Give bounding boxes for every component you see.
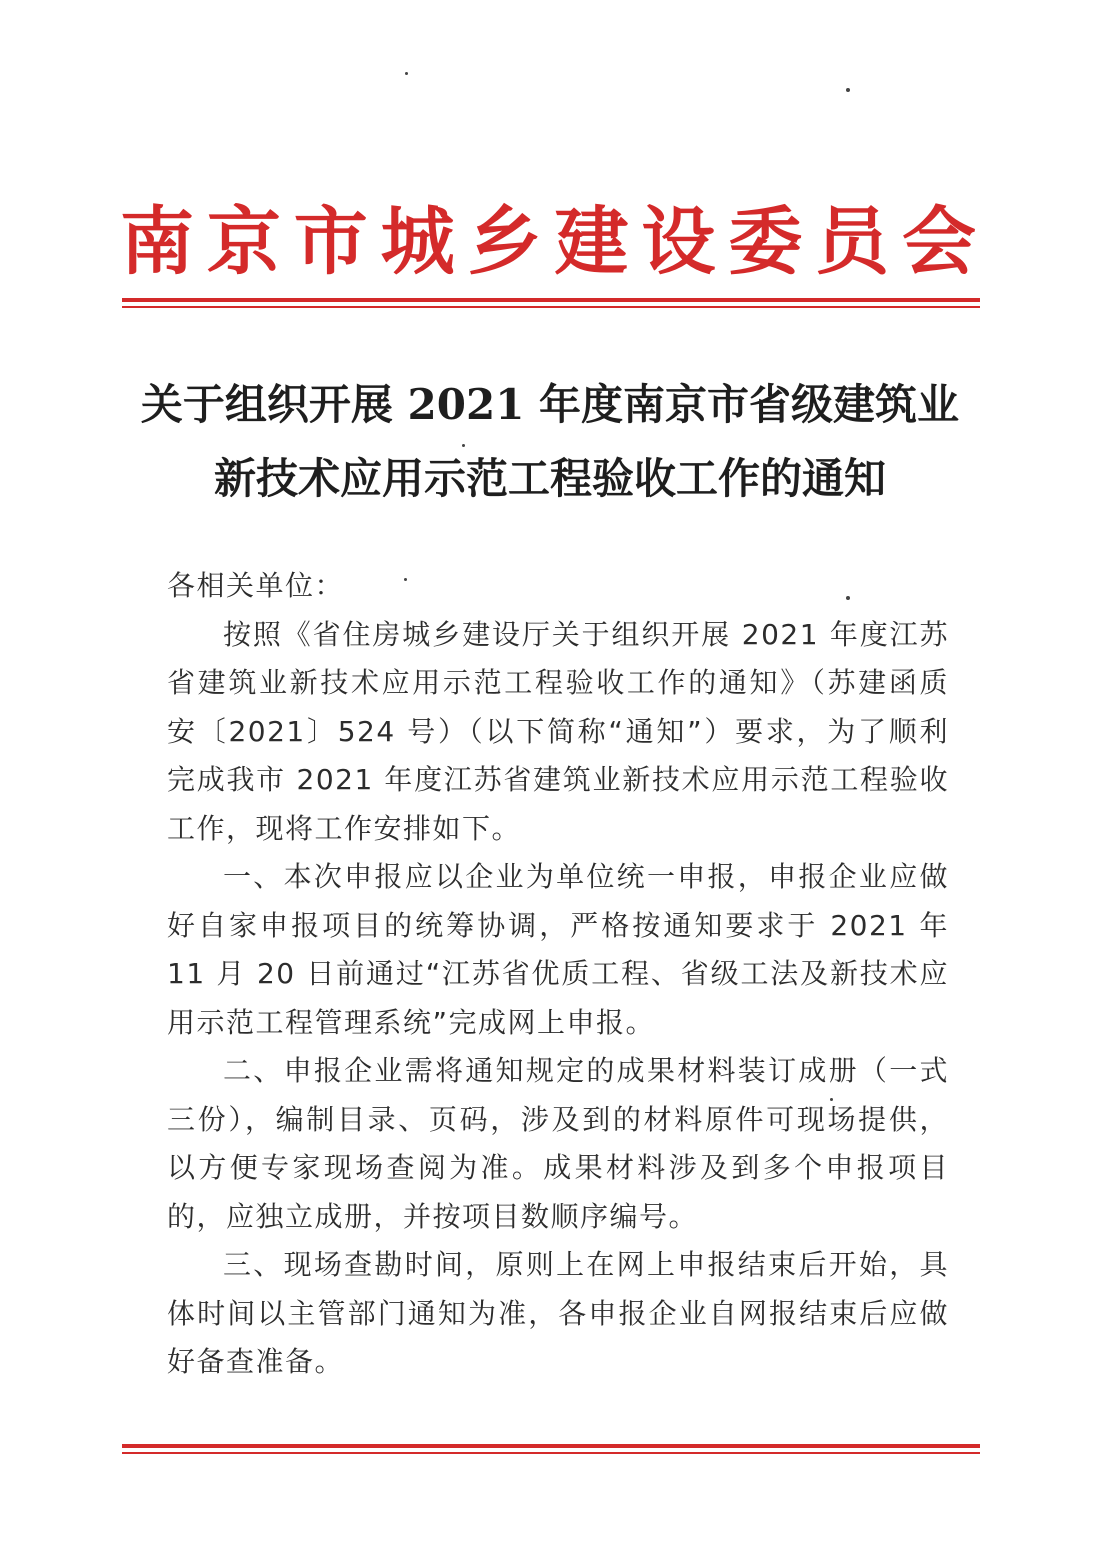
scan-speck <box>846 596 850 600</box>
scan-speck <box>404 578 407 581</box>
scan-speck <box>462 444 465 447</box>
document-body <box>167 562 949 1387</box>
footer-rule-thin <box>122 1452 980 1454</box>
salutation: 各相关单位： <box>167 569 345 602</box>
letterhead-org-name: 南京市城乡建设委员会 <box>120 199 980 285</box>
scan-speck <box>846 88 850 92</box>
paragraph-intro: 按照《省住房城乡建设厅关于组织开展 2021 年度江苏省建筑业新技术应用示范工程验收工作的通知》（苏建函质安〔2021〕524 号）（以下简称“通知”）要求，为了顺利完成我市 2021 年度江苏省建筑业新技术应用示范工程验收工作，现将工作安排如下。 <box>167 617 949 845</box>
paragraph-item-1: 一、本次申报应以企业为单位统一申报，申报企业应做好自家申报项目的统筹协调，严格按通知要求于 2021 年 11 月 20 日前通过“江苏省优质工程、省级工法及新技术应用示范工程管理系统”完成网上申报。 <box>167 860 949 1039</box>
paragraph-item-2: 二、申报企业需将通知规定的成果材料装订成册（一式三份），编制目录、页码，涉及到的材料原件可现场提供，以方便专家现场查阅为准。成果材料涉及到多个申报项目的，应独立成册，并按项目数顺序编号。 <box>167 1054 949 1233</box>
footer-rule-thick <box>122 1444 980 1448</box>
paragraph-item-3: 三、现场查勘时间，原则上在网上申报结束后开始，具体时间以主管部门通知为准，各申报企业自网报结束后应做好备查准备。 <box>167 1248 949 1378</box>
scan-speck <box>830 1098 833 1101</box>
letterhead-rule-thick <box>122 298 980 302</box>
document-title-line-2: 新技术应用示范工程验收工作的通知 <box>213 454 886 503</box>
document-title-line-1: 关于组织开展 2021 年度南京市省级建筑业 <box>140 380 960 429</box>
letterhead-rule-thin <box>122 306 980 308</box>
scan-speck <box>405 72 408 75</box>
